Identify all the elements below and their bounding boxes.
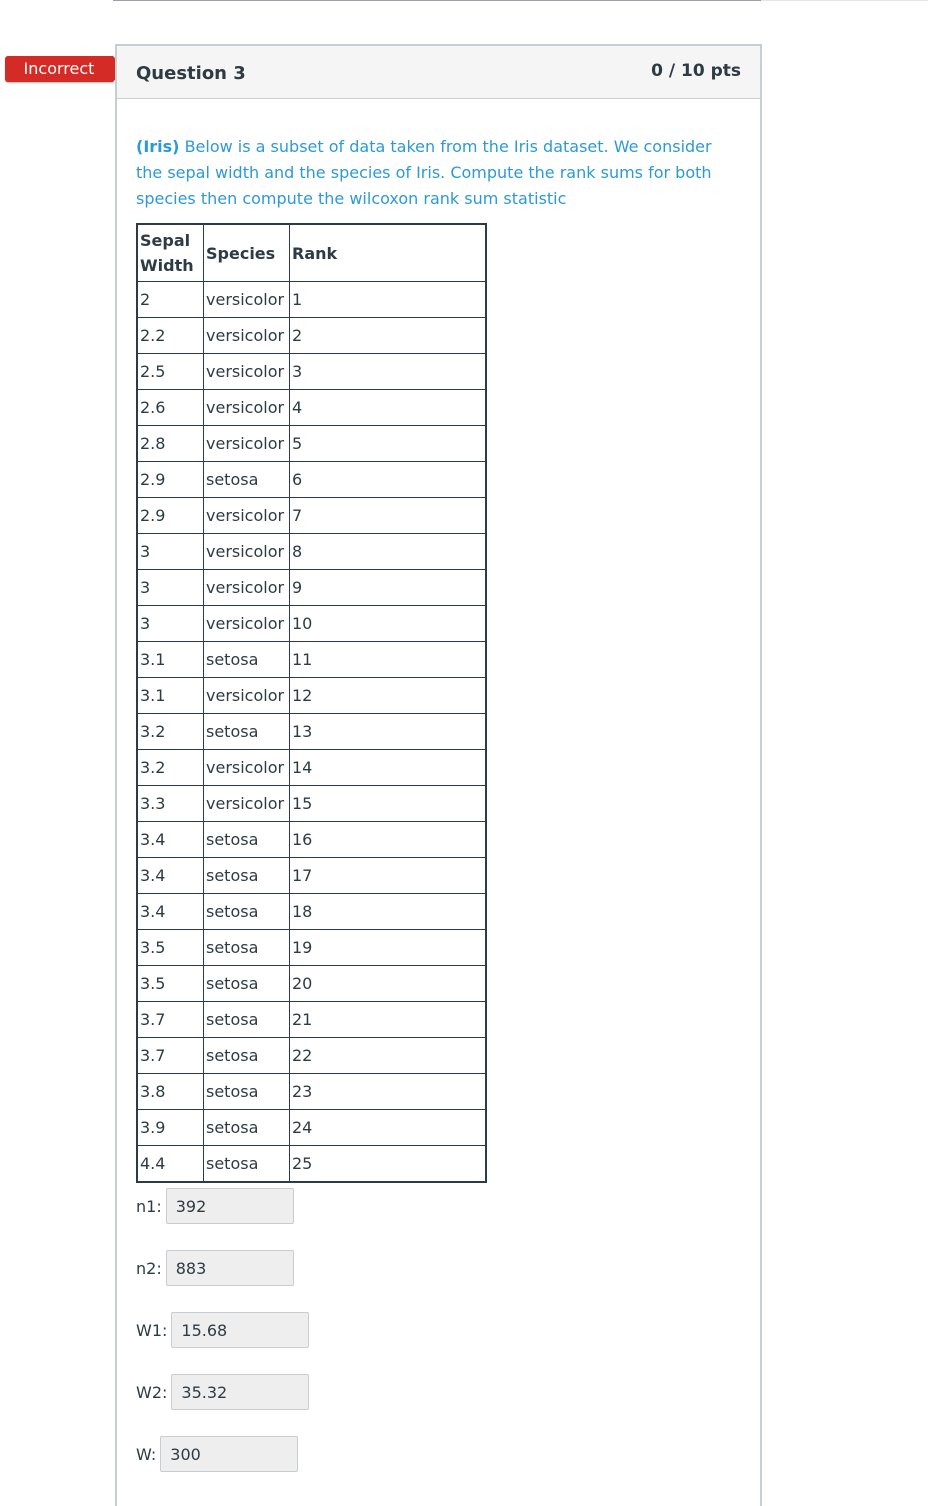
table-row xyxy=(137,282,486,318)
answer-w xyxy=(136,1436,298,1472)
cell-sepal-width: 3.5 xyxy=(137,930,204,966)
cell-species: versicolor xyxy=(204,534,290,570)
cell-sepal-width: 2.5 xyxy=(137,354,204,390)
cell-species: versicolor xyxy=(204,318,290,354)
question-text xyxy=(136,134,736,212)
cell-rank: 16 xyxy=(290,822,487,858)
cell-species: setosa xyxy=(204,714,290,750)
table-row xyxy=(137,714,486,750)
cell-rank: 3 xyxy=(290,354,487,390)
table-header-row xyxy=(137,224,486,282)
cell-species: setosa xyxy=(204,1002,290,1038)
cell-species: setosa xyxy=(204,1146,290,1183)
cell-rank: 19 xyxy=(290,930,487,966)
cell-species: setosa xyxy=(204,930,290,966)
cell-species: versicolor xyxy=(204,498,290,534)
table-row xyxy=(137,318,486,354)
cell-species: versicolor xyxy=(204,426,290,462)
header-species: Species xyxy=(204,224,290,282)
table-row xyxy=(137,534,486,570)
table-row xyxy=(137,1038,486,1074)
table-row xyxy=(137,354,486,390)
cell-rank: 7 xyxy=(290,498,487,534)
cell-sepal-width: 2.8 xyxy=(137,426,204,462)
table-row xyxy=(137,1110,486,1146)
table-row xyxy=(137,966,486,1002)
question-card xyxy=(115,44,762,1506)
cell-sepal-width: 3.7 xyxy=(137,1002,204,1038)
table-row xyxy=(137,822,486,858)
table-row xyxy=(137,858,486,894)
answer-input-n1[interactable]: 392 xyxy=(166,1188,294,1224)
cell-rank: 13 xyxy=(290,714,487,750)
table-row xyxy=(137,786,486,822)
answer-w2 xyxy=(136,1374,309,1410)
header-rank: Rank xyxy=(290,224,487,282)
table-row xyxy=(137,498,486,534)
cell-sepal-width: 2 xyxy=(137,282,204,318)
cell-rank: 12 xyxy=(290,678,487,714)
cell-species: setosa xyxy=(204,642,290,678)
cell-sepal-width: 3.5 xyxy=(137,966,204,1002)
top-divider-right xyxy=(761,0,928,1)
cell-species: setosa xyxy=(204,1038,290,1074)
table-row xyxy=(137,678,486,714)
cell-sepal-width: 2.9 xyxy=(137,498,204,534)
iris-data-table xyxy=(136,223,487,1183)
cell-rank: 22 xyxy=(290,1038,487,1074)
answer-n2 xyxy=(136,1250,294,1286)
table-row xyxy=(137,642,486,678)
cell-species: setosa xyxy=(204,822,290,858)
cell-sepal-width: 2.2 xyxy=(137,318,204,354)
cell-sepal-width: 3.2 xyxy=(137,714,204,750)
cell-rank: 10 xyxy=(290,606,487,642)
cell-rank: 14 xyxy=(290,750,487,786)
cell-sepal-width: 3 xyxy=(137,570,204,606)
answer-input-n2[interactable]: 883 xyxy=(166,1250,294,1286)
cell-rank: 17 xyxy=(290,858,487,894)
cell-species: versicolor xyxy=(204,678,290,714)
table-row xyxy=(137,930,486,966)
header-sepal-width: Sepal Width xyxy=(137,224,204,282)
table-row xyxy=(137,1002,486,1038)
table-row xyxy=(137,750,486,786)
status-badge: Incorrect xyxy=(5,56,113,82)
cell-species: versicolor xyxy=(204,750,290,786)
question-points: 0 / 10 pts xyxy=(651,61,741,81)
table-row xyxy=(137,1146,486,1183)
cell-sepal-width: 2.6 xyxy=(137,390,204,426)
cell-species: setosa xyxy=(204,858,290,894)
cell-sepal-width: 3 xyxy=(137,606,204,642)
cell-species: setosa xyxy=(204,894,290,930)
cell-rank: 2 xyxy=(290,318,487,354)
answer-label: n1: xyxy=(136,1196,162,1216)
cell-rank: 24 xyxy=(290,1110,487,1146)
cell-sepal-width: 3.8 xyxy=(137,1074,204,1110)
cell-rank: 20 xyxy=(290,966,487,1002)
cell-rank: 11 xyxy=(290,642,487,678)
cell-sepal-width: 3.7 xyxy=(137,1038,204,1074)
question-text-body: Below is a subset of data taken from the Iris dataset. We consider the sepal width and the species of Iris. Compute the rank sums for both species then compute the wilcoxon rank sum statistic xyxy=(136,137,712,208)
table-row xyxy=(137,426,486,462)
answer-n1 xyxy=(136,1188,294,1224)
cell-rank: 9 xyxy=(290,570,487,606)
answer-label: W2: xyxy=(136,1382,168,1402)
table-row xyxy=(137,606,486,642)
cell-sepal-width: 4.4 xyxy=(137,1146,204,1183)
cell-species: setosa xyxy=(204,966,290,1002)
cell-sepal-width: 3.1 xyxy=(137,678,204,714)
cell-sepal-width: 3.4 xyxy=(137,894,204,930)
question-text-bold: (Iris) xyxy=(136,137,180,156)
cell-rank: 21 xyxy=(290,1002,487,1038)
cell-sepal-width: 3 xyxy=(137,534,204,570)
cell-rank: 23 xyxy=(290,1074,487,1110)
answer-w1 xyxy=(136,1312,309,1348)
table-row xyxy=(137,1074,486,1110)
table-row xyxy=(137,894,486,930)
cell-sepal-width: 3.9 xyxy=(137,1110,204,1146)
cell-species: setosa xyxy=(204,462,290,498)
answer-input-w[interactable]: 300 xyxy=(160,1436,298,1472)
cell-rank: 5 xyxy=(290,426,487,462)
answer-input-w2[interactable]: 35.32 xyxy=(171,1374,309,1410)
table-row xyxy=(137,462,486,498)
cell-rank: 18 xyxy=(290,894,487,930)
cell-rank: 6 xyxy=(290,462,487,498)
cell-species: versicolor xyxy=(204,390,290,426)
cell-sepal-width: 3.4 xyxy=(137,822,204,858)
cell-sepal-width: 3.1 xyxy=(137,642,204,678)
question-header xyxy=(117,46,760,99)
top-divider xyxy=(113,0,761,1)
cell-sepal-width: 3.4 xyxy=(137,858,204,894)
answer-input-w1[interactable]: 15.68 xyxy=(171,1312,309,1348)
cell-species: versicolor xyxy=(204,282,290,318)
question-title: Question 3 xyxy=(136,63,246,84)
cell-species: versicolor xyxy=(204,354,290,390)
cell-sepal-width: 3.2 xyxy=(137,750,204,786)
cell-species: versicolor xyxy=(204,786,290,822)
table-row xyxy=(137,570,486,606)
cell-rank: 25 xyxy=(290,1146,487,1183)
answer-label: W: xyxy=(136,1444,157,1464)
answer-label: n2: xyxy=(136,1258,162,1278)
cell-sepal-width: 3.3 xyxy=(137,786,204,822)
cell-sepal-width: 2.9 xyxy=(137,462,204,498)
cell-species: setosa xyxy=(204,1074,290,1110)
table-row xyxy=(137,390,486,426)
cell-species: versicolor xyxy=(204,570,290,606)
cell-rank: 15 xyxy=(290,786,487,822)
cell-species: versicolor xyxy=(204,606,290,642)
cell-rank: 8 xyxy=(290,534,487,570)
cell-species: setosa xyxy=(204,1110,290,1146)
answer-label: W1: xyxy=(136,1320,168,1340)
cell-rank: 1 xyxy=(290,282,487,318)
cell-rank: 4 xyxy=(290,390,487,426)
